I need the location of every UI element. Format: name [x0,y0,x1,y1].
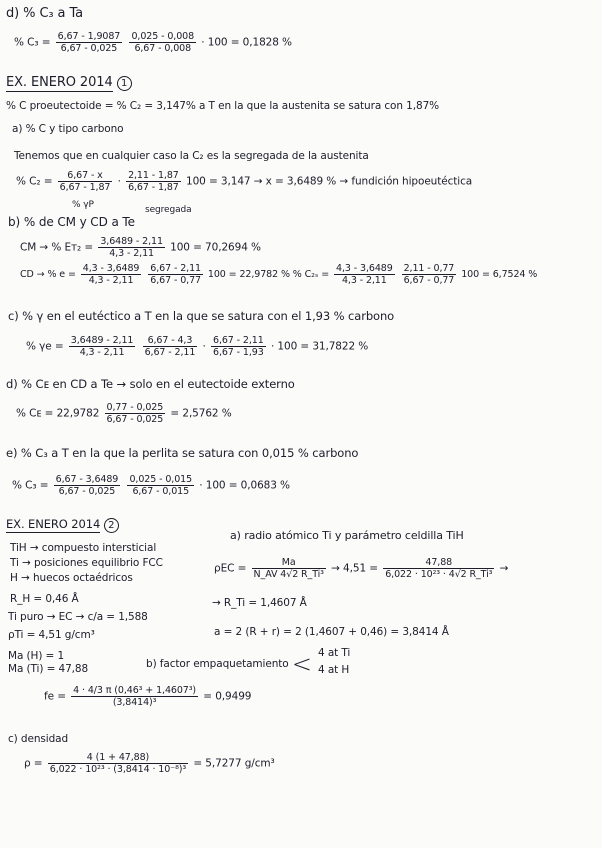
denominator: (3,8414)³ [112,697,157,708]
denominator: 4,3 - 2,11 [109,248,154,259]
formula-rhs: · 100 = 0,1828 % [201,36,292,49]
note-rh: R_H = 0,46 Å [10,593,79,605]
section-d-title: d) % C₃ a Ta [6,6,84,21]
numerator: 3,6489 - 2,11 [100,236,163,247]
result-r-ti: → R_Ti = 1,4607 Å [212,597,307,609]
proeutectoid-statement: % C proeutectoide = % C₂ = 3,147% a T en la que la austenita se satura con 1,87% [6,100,440,112]
exam-number-badge: 2 [104,518,119,533]
formula-c3-ta [14,31,292,54]
question-a-title: a) % C y tipo carbono [12,123,124,135]
formula-density [24,752,275,775]
formula-gamma-e: % γe = $\frac{3,6489 - 2,11}{4,3 - 2,11}$ $\frac{6,67 - 4,3}{6,67 - 2,11}$ · $\frac{6,67 - 2,11}{6,67 - 1,93}$ · 100 = 31,7822 % [26,335,369,358]
denominator: 6,67 - 0,015 [132,486,190,497]
fraction [58,170,113,193]
note-rho-ti: ρTi = 4,51 g/cm³ [8,629,95,641]
question-2a-title: a) radio atómico Ti y parámetro celdilla TiH [230,529,464,542]
result-lattice-a: a = 2 (R + r) = 2 (1,4607 + 0,46) = 3,8414 Å [214,626,449,638]
numerator: Ma [252,557,326,569]
fraction [98,236,165,259]
fraction [105,402,166,425]
question-d-title: d) % Cᴇ en CD a Te → solo en el eutectoide externo [6,377,295,391]
formula-lhs: fe = [44,690,66,703]
atoms-ti: 4 at Ti [318,647,351,659]
question-2c-title: c) densidad [8,733,69,745]
numerator: 4,3 - 3,6489 [82,263,140,274]
fraction [383,557,494,580]
note-tih: TiH → compuesto intersticial [10,542,157,554]
annotation-gamma-p: % γP [72,200,94,210]
formula-c3-perlita [12,474,290,497]
fraction [211,335,266,358]
formula-mid: → 4,51 = [331,562,378,575]
formula-arrow: → [499,562,509,575]
denominator: 6,67 - 0,025 [106,414,164,425]
question-a-text: Tenemos que en cualquier caso la C₂ es la segregada de la austenita [14,150,369,162]
fraction [56,31,123,54]
formula-lhs: % C₂ = [16,175,53,188]
question-2b [146,650,312,678]
note-ti-puro: Ti puro → EC → c/a = 1,588 [8,611,148,623]
question-b-title: b) % de CM y CD a Te [8,215,135,229]
fraction [143,335,198,358]
numerator: 6,67 - 2,11 [150,263,201,274]
note-ma-h: Ma (H) = 1 [8,650,65,662]
formula-fe [44,685,251,708]
numerator: 3,6489 - 2,11 [70,335,134,346]
formula-lhs: % Cᴇ = 22,9782 [16,407,100,420]
numerator: 6,67 - 1,9087 [57,31,121,42]
fraction [334,263,395,286]
numerator: 2,11 - 0,77 [403,263,455,274]
fraction [126,170,181,193]
formula-cd [20,263,537,286]
numerator: 0,77 - 0,025 [106,402,164,413]
formula-rhs: 100 = 70,2694 % [170,241,261,254]
question-c-title: c) % γ en el eutéctico a T en la que se satura con el 1,93 % carbono [8,309,395,323]
denominator: 6,022 · 10²³ · (3,8414 · 10⁻⁸)³ [49,764,187,775]
formula-lhs: % C₃ = [14,36,51,49]
exam-header-2 [6,518,119,533]
formula-rho-ec [214,557,508,580]
denominator: 6,67 - 0,77 [403,275,455,286]
formula-rhs: = 5,7277 g/cm³ [193,757,275,770]
formula-c2: % C₂ = $\frac{6,67 - x}{6,67 - 1,87}$ · $\frac{2,11 - 1,87}{6,67 - 1,87}$ 100 = 3,147 → x = 3,6489 % → fundición hipoeutéctica [16,170,473,193]
formula-lhs: ρ = [24,757,43,770]
fraction [69,335,136,358]
denominator: 6,67 - 1,87 [59,182,111,193]
formula-rhs: = 2,5762 % [170,407,232,420]
formula-lhs: CM → % Eᴛ₂ = [20,241,94,254]
fraction [48,752,188,775]
denominator: 6,022 · 10²³ · 4√2 R_Ti³ [385,569,493,580]
numerator: 6,67 - 4,3 [143,335,198,347]
formula-rhs: = 0,9499 [203,690,252,703]
fraction [252,557,326,580]
numerator: 4 · 4/3 π (0,46³ + 1,4607³) [73,685,197,696]
exam-number-badge: 1 [117,76,132,91]
fraction [402,263,457,286]
numerator: 6,67 - x [58,170,113,182]
formula-lhs: CD → % e = [20,269,76,280]
denominator: 4,3 - 2,11 [341,275,387,286]
exam-header-label: EX. ENERO 2014 [6,517,101,531]
numerator: 47,88 [383,557,494,569]
exam-header-1 [6,76,132,91]
denominator: 4,3 - 2,11 [79,347,125,358]
denominator: 6,67 - 0,025 [60,43,118,54]
formula-rhs: · 100 = 31,7822 % [270,340,369,353]
fraction [81,263,142,286]
brace: < [291,650,312,678]
formula-lhs: % C₃ = [12,479,49,492]
denominator: 6,67 - 1,93 [213,347,264,358]
note-h-huecos: H → huecos octaédricos [10,572,133,584]
denominator: 6,67 - 1,87 [128,182,179,193]
numerator: 0,025 - 0,008 [131,31,195,42]
denominator: N_AV 4√2 R_Ti³ [253,569,324,580]
formula-lhs-2: % C₂ₛ = [292,269,330,280]
numerator: 6,67 - 2,11 [213,335,264,346]
note-ma-ti: Ma (Ti) = 47,88 [8,663,89,675]
question-e-title: e) % C₃ a T en la que la perlita se satura con 0,015 % carbono [6,446,359,460]
numerator: 2,11 - 1,87 [128,170,179,181]
formula-rhs: 100 = 6,7524 % [461,269,538,280]
question-2b-title: b) factor empaquetamiento [146,658,289,670]
numerator: 4 (1 + 47,88) [48,752,188,764]
denominator: 6,67 - 0,77 [150,275,201,286]
fraction [129,31,196,54]
denominator: 6,67 - 2,11 [144,347,196,358]
numerator: 6,67 - 3,6489 [55,474,119,485]
numerator: 4,3 - 3,6489 [336,263,393,274]
note-ti-fcc: Ti → posiciones equilibrio FCC [10,557,163,569]
formula-rhs: 100 = 3,147 → x = 3,6489 % → fundición hipoeutéctica [186,175,473,188]
exam-header-label: EX. ENERO 2014 [6,75,113,90]
formula-mid: 100 = 22,9782 % [207,269,290,280]
annotation-segregada: segregada [145,205,192,215]
numerator: 0,025 - 0,015 [129,474,193,485]
fraction [54,474,121,497]
fraction [148,263,203,286]
denominator: 6,67 - 0,008 [134,43,192,54]
atoms-h: 4 at H [318,664,350,676]
fraction [71,685,198,708]
denominator: 6,67 - 0,025 [58,486,116,497]
denominator: 4,3 - 2,11 [88,275,134,286]
formula-cm [20,236,261,259]
formula-rhs: · 100 = 0,0683 % [199,479,290,492]
formula-lhs: ρEC = [214,562,247,575]
formula-lhs: % γe = [26,340,64,353]
formula-ce [16,402,232,425]
fraction [127,474,194,497]
